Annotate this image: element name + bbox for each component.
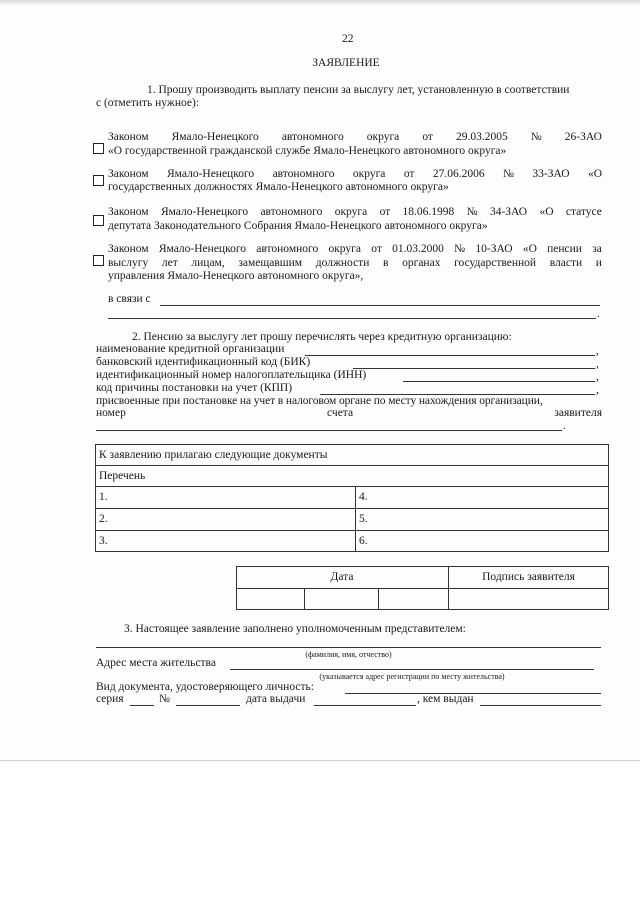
issued-by-label: , кем выдан [417, 693, 474, 705]
doc-item-4-num: 4. [359, 491, 368, 503]
document-page: 22 ЗАЯВЛЕНИЕ 1. Прошу производить выплату пенсии за выслугу лет, установленную в соответствии с (отметить нужное): Законом Ямало-Ненецкого автономного округа от 29.03.2005 № 26-ЗАО «О государственной гражданской службе Ямало-Ненецкого автономного округа» Законом Ямало-Ненецкого автономного округа от 27.06.2006 № 33-ЗАО «О государственных должностях Ямало-Ненецкого автономного округа» Законом Ямало-Ненецкого автономного округа от 18.06.1998 № 34-ЗАО «О статусе депутата Законодательного Собрания Ямало-Ненецкого автономного округа» Законом Ямало-Ненецкого автономного округа от 01.03.2000 № 10-ЗАО «О пенсии за выслугу лет лицам, замещавшим должности в органах государственной власти и управления Ямало-Ненецкого автономного округа», в связи с . 2. Пенсию за выслугу лет прошу перечислять через кредитную организацию: наименование кредитной организации , банковский идентификационный код (БИК) , идентификационный номер налогоплательщика (ИНН) , код причины постановки на учет (КПП) , присвоенные при постановке на учет в налоговом органе по месту нахождения организации, номер счета заявителя . К заявлению прилагаю следующие документы Перечень 1. 2. 3. 4. 5. 6. Дата Подпись заявителя 3. Настоящее заявление заполнено уполномоченным представителем: (фамилия, имя, отчество) Адрес места жительства (указывается адрес регистрации по месту жительства) Вид документа, удостоверяющего личность: серия № дата выдачи , кем выдан [0, 0, 640, 761]
address-hint: (указывается адрес регистрации по месту жительства) [319, 672, 505, 681]
documents-header: К заявлению прилагаю следующие документы [99, 449, 328, 461]
doc-item-6-num: 6. [359, 535, 368, 547]
bank-name-underline [305, 355, 595, 356]
option2-line1: Законом Ямало-Ненецкого автономного округа от 27.06.2006 № 33-ЗАО «О [108, 168, 602, 180]
reason-underline-2 [108, 318, 596, 319]
date-header: Дата [330, 571, 354, 583]
doc-item-2-num: 2. [99, 513, 108, 525]
doc-item-3-num: 3. [99, 535, 108, 547]
option1-line1: Законом Ямало-Ненецкого автономного округа от 29.03.2005 № 26-ЗАО [108, 131, 602, 143]
section3-intro: 3. Настоящее заявление заполнено уполномоченным представителем: [124, 623, 466, 635]
signature-header: Подпись заявителя [482, 571, 575, 583]
name-hint: (фамилия, имя, отчество) [305, 650, 392, 659]
doc-item-1-num: 1. [99, 491, 108, 503]
number-label: № [159, 693, 170, 705]
address-label: Адрес места жительства [96, 657, 216, 669]
series-label: серия [96, 693, 124, 705]
inn-underline [403, 381, 595, 382]
option3-line2: депутата Законодательного Собрания Ямало-Ненецкого автономного округа» [108, 220, 488, 232]
bik-label: банковский идентификационный код (БИК) [96, 356, 311, 368]
reason-period: . [597, 308, 600, 320]
page-number: 22 [342, 33, 354, 45]
scan-edge [0, 0, 640, 6]
section1-intro-line1: 1. Прошу производить выплату пенсии за выслугу лет, установленную в соответствии [147, 84, 570, 96]
assigned-line: присвоенные при постановке на учет в налоговом органе по месту нахождения организации, [96, 395, 543, 407]
issue-date-label: дата выдачи [246, 693, 306, 705]
document-title: ЗАЯВЛЕНИЕ [312, 57, 380, 69]
section1-intro-line2: с (отметить нужное): [96, 97, 200, 109]
option4-checkbox[interactable] [93, 255, 104, 266]
option1-line2: «О государственной гражданской службе Ямало-Ненецкого автономного округа» [108, 145, 507, 157]
option2-checkbox[interactable] [93, 175, 104, 186]
inn-label: идентификационный номер налогоплательщика (ИНН) [96, 369, 367, 381]
documents-subheader: Перечень [99, 470, 146, 482]
option4-line1: Законом Ямало-Ненецкого автономного округа от 01.03.2000 № 10-ЗАО «О пенсии за [108, 243, 602, 255]
reason-underline [160, 305, 600, 306]
option4-line2: выслугу лет лицам, замещавшим должности в органах государственной власти и [108, 257, 602, 269]
bik-underline [353, 368, 595, 369]
section2-intro: 2. Пенсию за выслугу лет прошу перечислять через кредитную организацию: [132, 331, 512, 343]
id-document-label: Вид документа, удостоверяющего личность: [96, 681, 314, 693]
option2-line2: государственных должностях Ямало-Ненецкого автономного округа» [108, 181, 449, 193]
bank-name-label: наименование кредитной организации [96, 343, 285, 355]
option3-checkbox[interactable] [93, 215, 104, 226]
option1-checkbox[interactable] [93, 143, 104, 154]
doc-item-5-num: 5. [359, 513, 368, 525]
option3-line1: Законом Ямало-Ненецкого автономного округа от 18.06.1998 № 34-ЗАО «О статусе [108, 206, 602, 218]
kpp-label: код причины постановки на учет (КПП) [96, 382, 293, 394]
account-underline [96, 430, 562, 431]
account-line: номер счета заявителя [96, 407, 602, 419]
option4-line3: управления Ямало-Ненецкого автономного округа», [108, 270, 364, 282]
reason-label: в связи с [108, 293, 151, 305]
